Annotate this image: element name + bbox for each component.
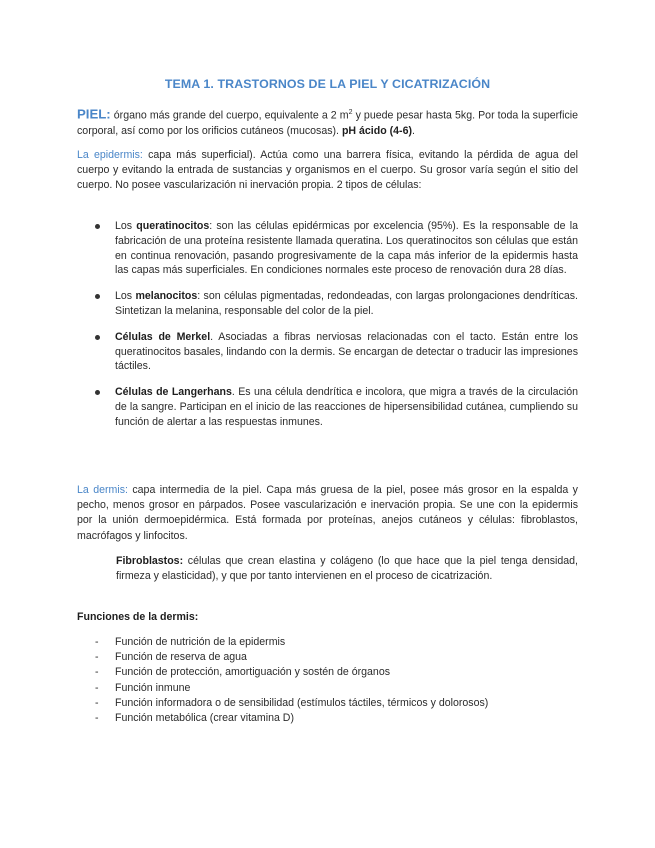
function-text: Función de protección, amortiguación y sostén de órganos: [115, 666, 391, 679]
cell-text: . Es una célula dendrítica e incolora, que migra a través de la circulación de la sangre. Participan en el inicio de las reacciones de hipersensibilidad cutánea, cumpliendo su función de alertar a las respuestas inmunes.: [115, 386, 578, 428]
cell-text: : son células pigmentadas, redondeadas, con largas prolongaciones dendríticas. Sintetizan la melanina, responsable del color de la piel.: [115, 290, 578, 317]
cell-name: Células de Merkel: [115, 330, 211, 343]
dash-marker: -: [95, 712, 99, 725]
dash-marker: -: [95, 651, 99, 664]
function-text: Función inmune: [115, 681, 191, 694]
dermis-paragraph: [77, 483, 578, 544]
list-item: [95, 696, 575, 711]
dash-marker: -: [95, 681, 99, 694]
bullet-icon: [95, 294, 100, 299]
dermis-label: La dermis:: [77, 484, 128, 496]
fibroblastos-paragraph: [116, 554, 578, 584]
cell-text: : son las células epidérmicas por excelencia (95%). Es la responsable de la fabricación de una proteína resistente llamada queratina. Los queratinocitos son células que están en continua renovación, pasando progresivamente de la capa más inferior de la epidermis hasta las capas más superficiales. En condiciones normales este proceso de renovación dura 28 días.: [115, 220, 578, 277]
piel-label: PIEL:: [77, 106, 111, 122]
epidermis-paragraph: [77, 148, 578, 194]
function-text: Función informadora o de sensibilidad (estímulos táctiles, térmicos y dolorosos): [115, 696, 489, 709]
piel-end: .: [412, 124, 415, 137]
piel-superscript: 2: [348, 109, 353, 116]
bullet-icon: [95, 335, 100, 340]
list-item: [95, 650, 575, 665]
function-text: Función de nutrición de la epidermis: [115, 636, 286, 648]
cell-pre: Los: [115, 290, 136, 303]
cell-name: queratinocitos: [136, 220, 210, 232]
bullet-icon: [95, 390, 100, 395]
bullet-icon: [95, 224, 100, 229]
cell-name: Células de Langerhans: [115, 386, 232, 399]
function-text: Función metabólica (crear vitamina D): [115, 712, 294, 725]
dermis-text: capa intermedia de la piel. Capa más gruesa de la piel, posee más grosor en la espalda y pecho, menos grosor en párpados. Posee vascularización e inervación propia. Se une con la epidermis por la unión dermoepidérmica. Está formada por proteínas, anejos cutáneos y células: fibroblastos, macrófagos y linfocitos.: [77, 484, 578, 542]
list-item: [94, 289, 578, 319]
list-item: [95, 681, 575, 696]
cell-types-list: [94, 219, 578, 430]
cell-pre: Los: [115, 220, 137, 232]
cell-text: . Asociadas a fibras nerviosas relacionadas con el tacto. Están entre los queratinocitos basales, lindando con la dermis. Se encargan de detectar o traducir las impresiones táctiles.: [115, 330, 578, 373]
cell-name: melanocitos: [135, 290, 198, 303]
functions-heading: [77, 610, 578, 625]
functions-heading-text: Funciones de la dermis:: [77, 611, 199, 623]
piel-text-2: y puede pesar hasta 5kg. Por toda la superficie corporal, así como por los orificios cutáneos (mucosas).: [77, 109, 579, 137]
list-item: [94, 385, 578, 429]
list-item: [94, 219, 578, 278]
list-item: [95, 711, 575, 726]
piel-ph: pH ácido (4-6): [341, 124, 412, 137]
piel-paragraph: [77, 105, 578, 139]
list-item: [95, 665, 575, 680]
functions-list: [95, 635, 575, 726]
fibroblastos-text: células que crean elastina y colágeno (lo que hace que la piel tenga densidad, firmeza y elasticidad), y que por tanto intervienen en el proceso de cicatrización.: [116, 555, 578, 583]
page-title: TEMA 1. TRASTORNOS DE LA PIEL Y CICATRIZACIÓN: [164, 77, 491, 91]
fibroblastos-label: Fibroblastos:: [116, 555, 184, 567]
dash-marker: -: [95, 666, 99, 679]
dash-marker: -: [95, 636, 99, 648]
function-text: Función de reserva de agua: [115, 651, 247, 664]
piel-text-1: órgano más grande del cuerpo, equivalente a 2 m: [110, 109, 349, 122]
list-item: [94, 330, 578, 374]
epidermis-text: capa más superficial). Actúa como una barrera física, evitando la pérdida de agua del cuerpo y evitando la entrada de sustancias y organismos en el cuerpo. Su grosor varía según el sitio del cuerpo. No posee vascularización ni inervación propia. 2 tipos de células:: [77, 149, 579, 192]
list-item: [95, 635, 575, 650]
epidermis-label: La epidermis:: [77, 149, 143, 161]
dash-marker: -: [95, 696, 99, 709]
